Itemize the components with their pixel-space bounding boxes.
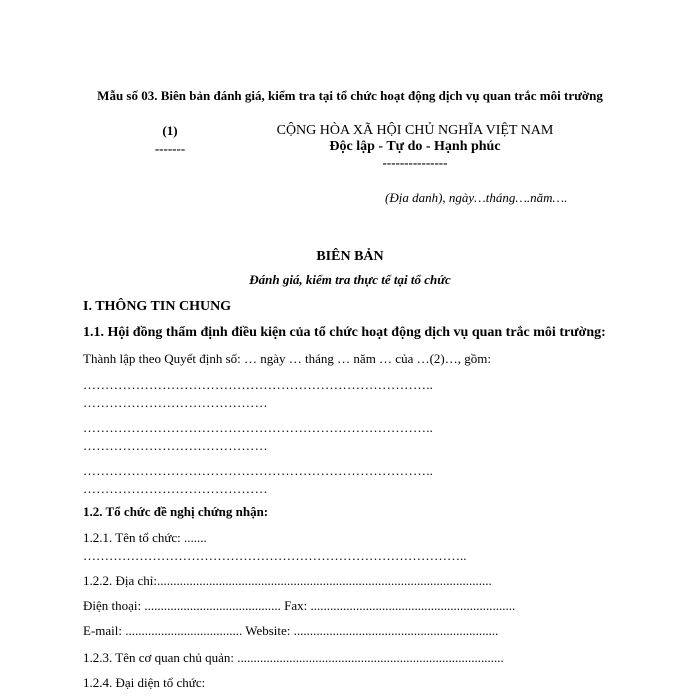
dotted-line: …………………………………………………………………….. [83, 463, 434, 478]
motto: Độc lập - Tự do - Hạnh phúc [329, 139, 501, 154]
address-field: 1.2.2. Địa chỉ:....................................................................................................... [83, 573, 492, 588]
place-date: (Địa danh), ngày…tháng….năm…. [385, 190, 568, 205]
motto-dashes: --------------- [382, 155, 448, 170]
document-subtitle: Đánh giá, kiểm tra thực tế tại tổ chức [249, 272, 451, 287]
phone-fax-field: Điện thoại: .......................................... Fax: ............................................................... [83, 598, 516, 613]
org-name-dotted-line: …………………………………………………………………………….. [83, 548, 467, 563]
representative-field: 1.2.4. Đại diện tổ chức: [83, 675, 206, 690]
organization-dashes: ------- [154, 141, 186, 156]
section-general-info-heading: I. THÔNG TIN CHUNG [83, 299, 232, 314]
applicant-org-heading: 1.2. Tổ chức đề nghị chứng nhận: [83, 504, 269, 519]
dotted-line: …………………………………………………………………….. [83, 377, 434, 392]
form-title: Mẫu số 03. Biên bản đánh giá, kiểm tra tại tổ chức hoạt động dịch vụ quan trắc môi trường [97, 88, 603, 103]
dotted-line: …………………………………… [83, 395, 268, 410]
established-by-line: Thành lập theo Quyết định số: … ngày … tháng … năm … của …(2)…, gồm: [83, 351, 491, 366]
document-title: BIÊN BẢN [316, 249, 384, 264]
council-heading: 1.1. Hội đồng thẩm định điều kiện của tổ chức hoạt động dịch vụ quan trắc môi trường: [83, 325, 606, 340]
dotted-line: …………………………………… [83, 438, 268, 453]
nation-name: CỘNG HÒA XÃ HỘI CHỦ NGHĨA VIỆT NAM [276, 123, 554, 138]
org-name-field: 1.2.1. Tên tổ chức: ....... [83, 530, 207, 545]
organization-code: (1) [162, 123, 178, 138]
email-website-field: E-mail: .................................... Website: ............................................................... [83, 623, 499, 638]
dotted-line: …………………………………………………………………….. [83, 420, 434, 435]
governing-body-field: 1.2.3. Tên cơ quan chủ quản: .................................................................................. [83, 650, 504, 665]
dotted-line: …………………………………… [83, 481, 268, 496]
